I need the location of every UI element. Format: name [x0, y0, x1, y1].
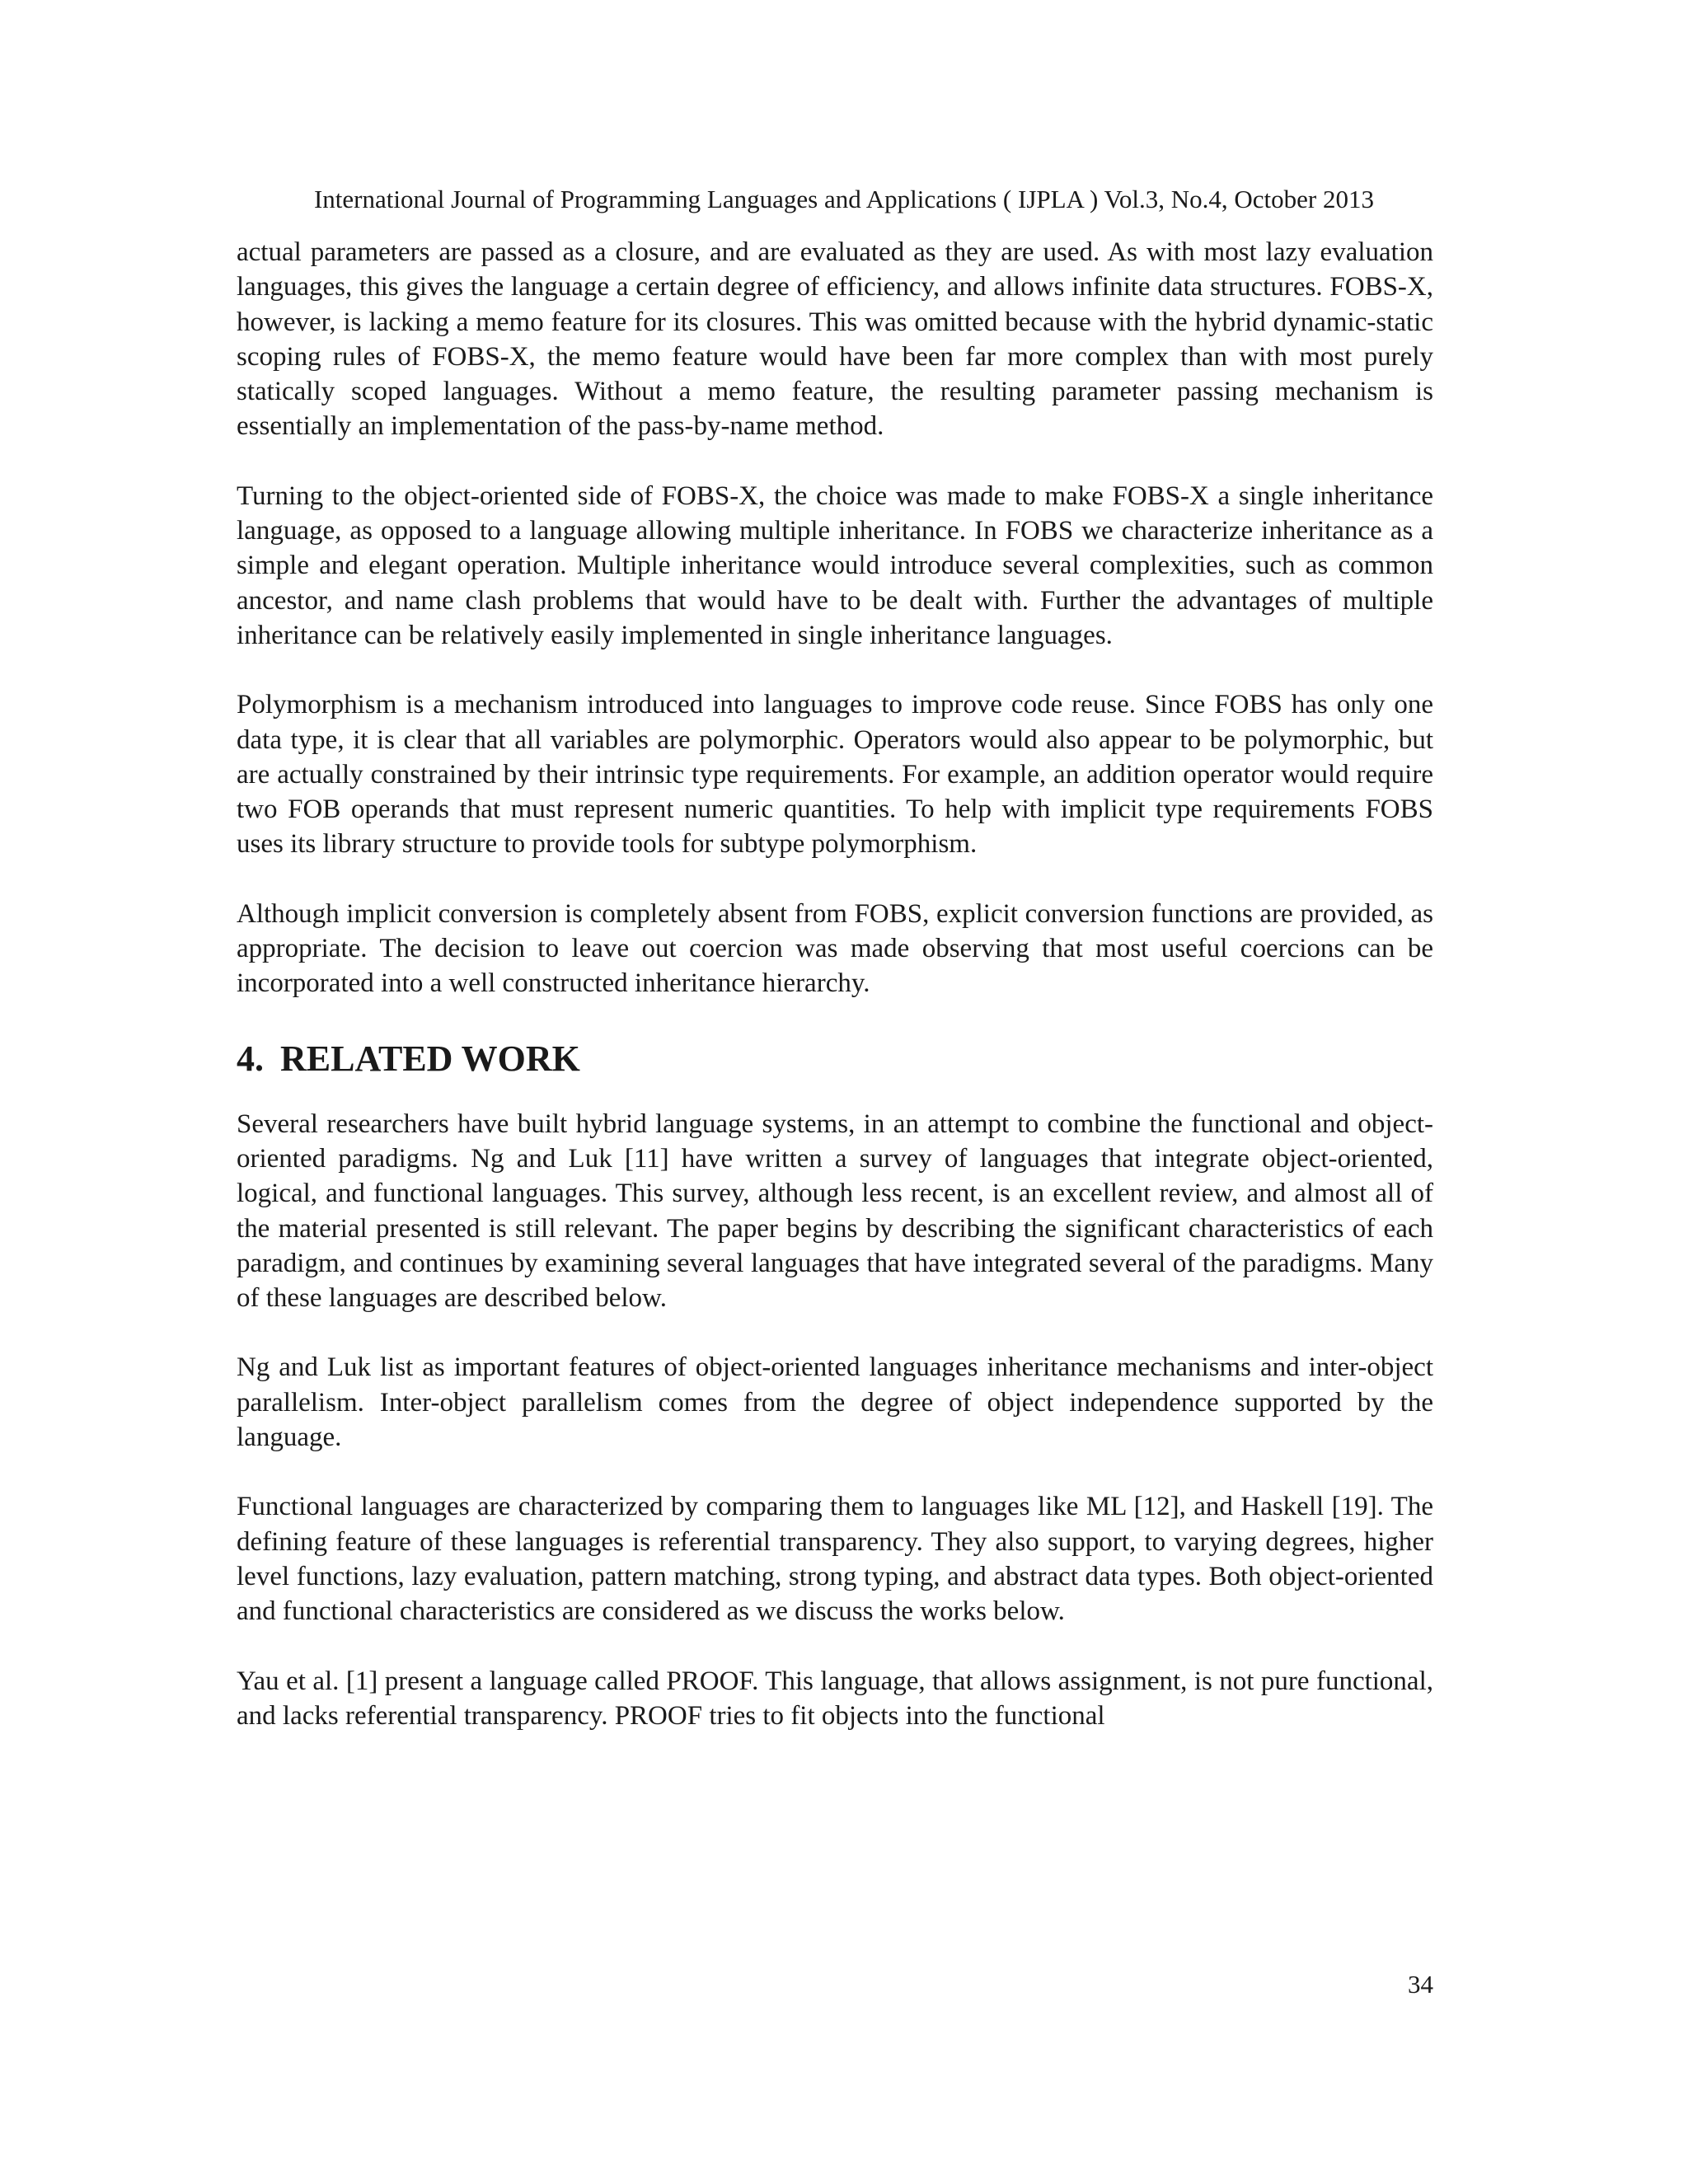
paragraph-lazy-evaluation: actual parameters are passed as a closure, and are evaluated as they are used. As with most lazy evaluation languages, this gives the language a certain degree of efficiency, and allows infinite data structures. FOBS-X, however, is lacking a memo feature for its closures. This was omitted because with the hybrid dynamic-static scoping rules of FOBS-X, the memo feature would have been far more complex than with most purely statically scoped languages. Without a memo feature, the resulting parameter passing mechanism is essentially an implementation of the pass-by-name method.: [237, 237, 1433, 442]
page-body: [237, 235, 1433, 1733]
paragraph-hybrid-systems: Several researchers have built hybrid language systems, in an attempt to combine the functional and object-oriented paradigms. Ng and Luk [11] have written a survey of languages that integrate object-oriented, logical, and functional languages. This survey, although less recent, is an excellent review, and almost all of the material presented is still relevant. The paper begins by describing the significant characteristics of each paradigm, and continues by examining several languages that have integrated several of the paradigms. Many of these languages are described below.: [237, 1108, 1433, 1314]
paragraph-proof-language: Yau et al. [1] present a language called PROOF. This language, that allows assignment, is not pure functional, and lacks referential transparency. PROOF tries to fit objects into the functional: [237, 1666, 1433, 1731]
paragraph-conversion: Although implicit conversion is completely absent from FOBS, explicit conversion functions are provided, as appropriate. The decision to leave out coercion was made observing that most useful coercions can be incorporated into a well constructed inheritance hierarchy.: [237, 898, 1433, 999]
paragraph-oo-features: Ng and Luk list as important features of object-oriented languages inheritance mechanisms and inter-object parallelism. Inter-object parallelism comes from the degree of object independence supported by the language.: [237, 1352, 1433, 1453]
running-header: International Journal of Programming Languages and Applications ( IJPLA ) Vol.3, No.4, October 2013: [313, 185, 1374, 213]
section-title: RELATED WORK: [280, 1038, 580, 1079]
section-number: 4.: [237, 1038, 264, 1079]
section-heading-related-work: [237, 1036, 1433, 1082]
paragraph-functional-languages: Functional languages are characterized by comparing them to languages like ML [12], and Haskell [19]. The defining feature of these languages is referential transparency. They also support, to varying degrees, higher level functions, lazy evaluation, pattern matching, strong typing, and abstract data types. Both object-oriented and functional characteristics are considered as we discuss the works below.: [237, 1492, 1433, 1627]
paragraph-polymorphism: Polymorphism is a mechanism introduced into languages to improve code reuse. Since FOBS has only one data type, it is clear that all variables are polymorphic. Operators would also appear to be polymorphic, but are actually constrained by their intrinsic type requirements. For example, an addition operator would require two FOB operands that must represent numeric quantities. To help with implicit type requirements FOBS uses its library structure to provide tools for subtype polymorphism.: [237, 690, 1433, 860]
paragraph-single-inheritance: Turning to the object-oriented side of FOBS-X, the choice was made to make FOBS-X a single inheritance language, as opposed to a language allowing multiple inheritance. In FOBS we characterize inheritance as a simple and elegant operation. Multiple inheritance would introduce several complexities, such as common ancestor, and name clash problems that would have to be dealt with. Further the advantages of multiple inheritance can be relatively easily implemented in single inheritance languages.: [237, 480, 1433, 650]
page-number: 34: [1408, 1970, 1433, 1999]
